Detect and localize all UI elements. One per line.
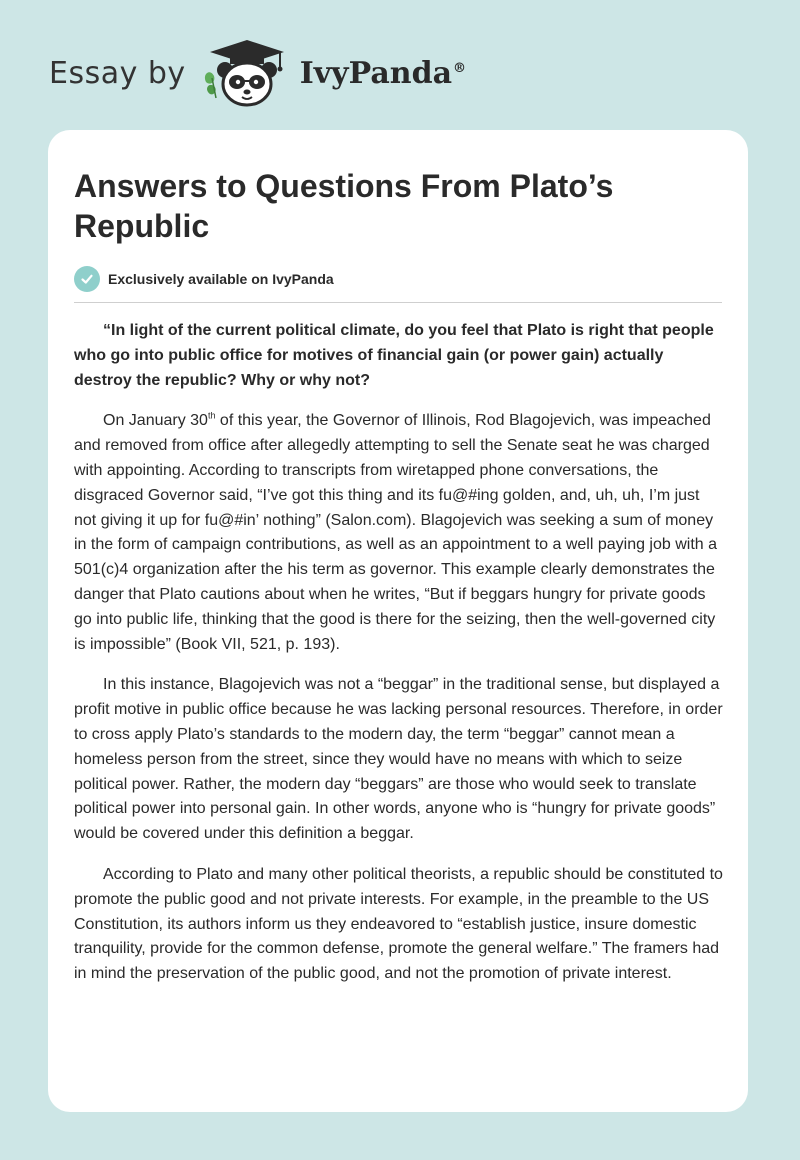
brand-name — [300, 56, 466, 91]
essay-body — [74, 319, 724, 987]
paragraph-1-rest: of this year, the Governor of Illinois, Rod Blagojevich, was impeached and removed from office after allegedly attempting to sell the Senate seat he was charged with appointing. According to transcripts from wiretapped phone conversations, the disgraced Governor said, “I’ve got this thing and its fu@#ing golden, and, uh, uh, I’m just not giving it up for fu@#in’ nothing” (Salon.com). Blagojevich was seeking a sum of money in the form of campaign contributions, as well as an appointment to a well paying job with a 501(c)4 organization after the his term as governor. This example clearly demonstrates the danger that Plato cautions about when he writes, “But if beggars hungry for private goods go into public life, thinking that the good is there for the seizing, then the well-governed city is impossible” (Book VII, 521, p. 193). — [74, 412, 718, 653]
brand-name-text: IvyPanda — [299, 55, 453, 91]
essay-card — [48, 130, 748, 1112]
panda-graduate-icon — [200, 38, 294, 108]
check-circle-icon — [74, 266, 100, 292]
paragraph-2: In this instance, Blagojevich was not a “beggar” in the traditional sense, but displayed a profit motive in public office because he was lacking personal resources. Therefore, in order to cross apply Plato’s standards to the modern day, the term “beggar” cannot mean a homeless person from the street, since they would have no means with which to seize political power. Rather, the modern day “beggars” are those who would seek to translate political power into personal gain. In other words, anyone who is “hungry for private goods” would be covered under this definition a beggar. — [74, 676, 723, 843]
exclusive-badge — [74, 266, 722, 292]
brand-header — [49, 38, 466, 108]
divider — [74, 302, 722, 303]
ordinal-suffix: th — [207, 411, 216, 422]
essay-question: “In light of the current political climate, do you feel that Plato is right that people who go into public office for motives of financial gain (or power gain) actually destroy the republic? Why or why not? — [74, 322, 714, 389]
exclusive-label: Exclusively available on IvyPanda — [108, 271, 334, 287]
paragraph-1 — [74, 409, 724, 657]
page-title: Answers to Questions From Plato’s Republic — [74, 168, 614, 244]
paragraph-3: According to Plato and many other political theorists, a republic should be constituted to promote the public good and not private interests. For example, in the preamble to the US Constitution, its authors inform us they endeavored to “establish justice, insure domestic tranquility, provide for the common defense, promote the general welfare.” The framers had in mind the preservation of the public good, and not the promotion of private interest. — [74, 865, 723, 983]
paragraph-1-lead: On January 30 — [103, 412, 208, 430]
registered-mark: ® — [453, 60, 467, 76]
essay-by-label: Essay by — [49, 55, 186, 91]
